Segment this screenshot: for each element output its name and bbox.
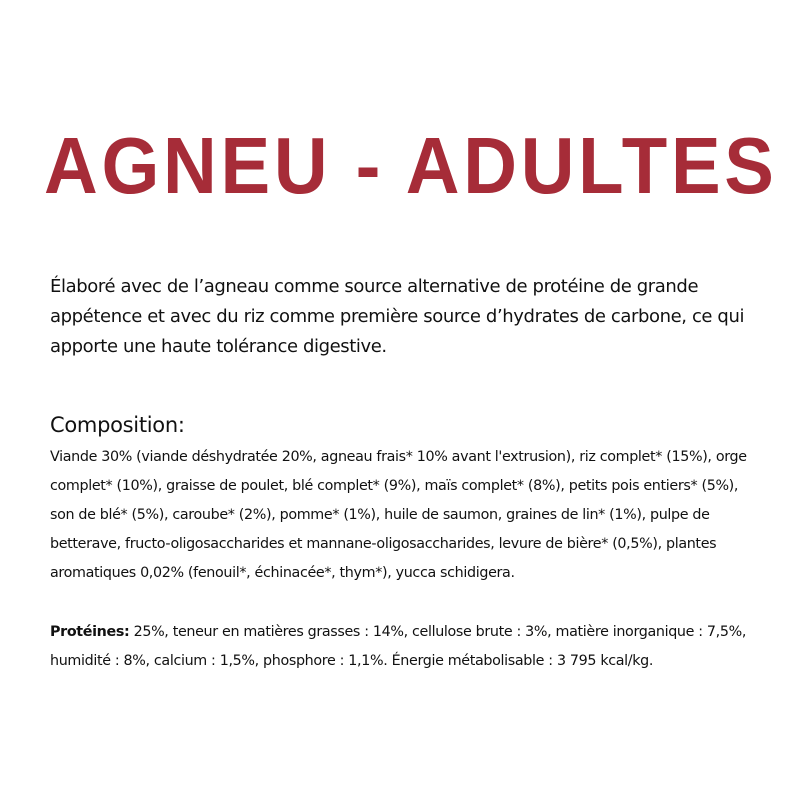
composition-heading: Composition: [50,413,185,437]
product-title: AGNEU - ADULTES [44,121,778,210]
analytical-constituents [50,618,765,676]
analysis-label: Protéines: [50,624,130,640]
composition-text: Viande 30% (viande déshydratée 20%, agneau frais* 10% avant l'extrusion), riz complet* (15%), orge complet* (10%), graisse de poulet, blé complet* (9%), maïs complet* (8%), petits pois entiers* (5%), son de blé* (5%), caroube* (2%), pomme* (1%), huile de saumon, graines de lin* (1%), pulpe de betterave, fructo-oligosaccharides et mannane-oligosaccharides, levure de bière* (0,5%), plantes aromatiques 0,02% (fenouil*, échinacée*, thym*), yucca schidigera. [50,449,747,581]
product-description: Élaboré avec de l’agneau comme source alternative de protéine de grande appétence et avec du riz comme première source d’hydrates de carbone, ce qui apporte une haute tolérance digestive. [50,276,745,357]
analysis-text: 25%, teneur en matières grasses : 14%, cellulose brute : 3%, matière inorganique : 7,5%, humidité : 8%, calcium : 1,5%, phosphore : 1,1%. Énergie métabolisable : 3 795 kcal/kg. [50,624,747,669]
